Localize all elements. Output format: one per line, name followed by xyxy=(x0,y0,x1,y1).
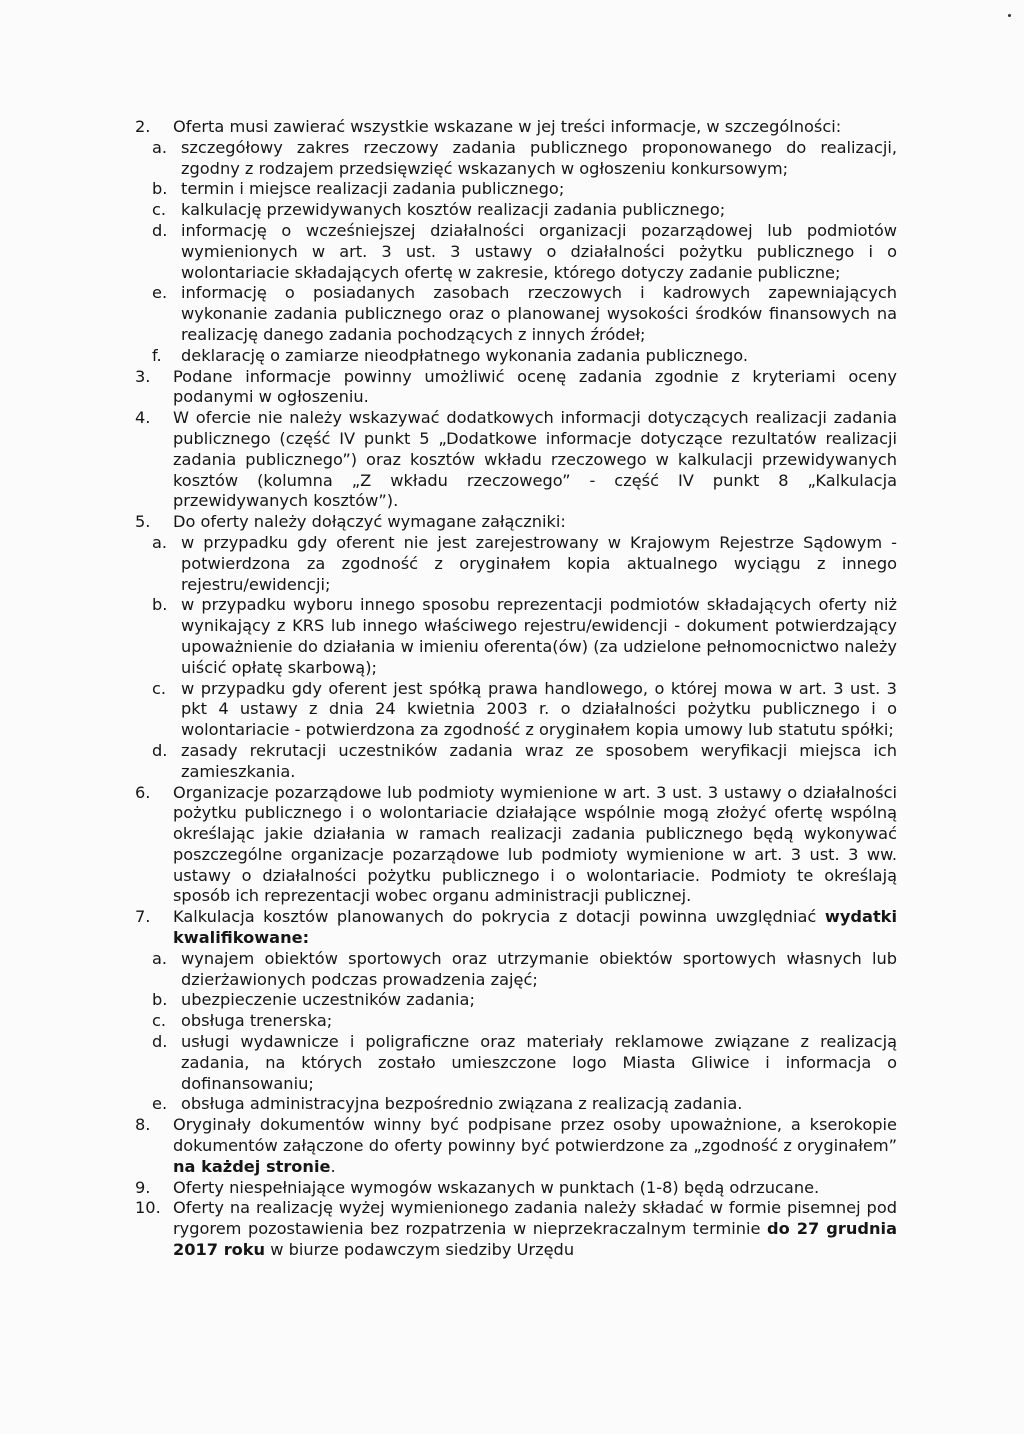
item-text: Do oferty należy dołączyć wymagane załączniki: xyxy=(173,512,566,532)
sub-item-letter: a. xyxy=(152,948,168,968)
sub-item-text: wynajem obiektów sportowych oraz utrzymanie obiektów sportowych własnych lub dzierżawionych podczas prowadzenia zajęć; xyxy=(181,948,897,989)
item-number: 2. xyxy=(135,117,151,136)
sub-item xyxy=(135,346,897,367)
sub-item-text: deklarację o zamiarze nieodpłatnego wykonania zadania publicznego. xyxy=(181,345,749,365)
sub-item-text: informację o posiadanych zasobach rzeczowych i kadrowych zapewniających wykonanie zadania publicznego oraz o planowanej wysokości środków finansowych na realizację danego zadania pochodzących z innych źródeł; xyxy=(181,283,897,344)
list-item xyxy=(135,512,897,533)
sub-item-text: szczegółowy zakres rzeczowy zadania publicznego proponowanego do realizacji, zgodny z rodzajem przedsięwzięć wskazanych w ogłoszeniu konkursowym; xyxy=(181,137,897,178)
item-text-end: w biurze podawczym siedziby Urzędu xyxy=(270,1240,575,1260)
sub-item-text: w przypadku gdy oferent jest spółką prawa handlowego, o której mowa w art. 3 ust. 3 pkt 4 ustawy z dnia 24 kwietnia 2003 r. o działalności pożytku publicznego i o wolontariacie - potwierdzona za zgodność z oryginałem kopia umowy lub statutu spółki; xyxy=(181,678,897,740)
sub-item xyxy=(135,200,897,221)
item-number: 10. xyxy=(135,1198,161,1218)
sub-item-text: ubezpieczenie uczestników zadania; xyxy=(181,990,475,1010)
sub-item-letter: c. xyxy=(152,200,167,220)
list-item xyxy=(135,1198,897,1260)
sub-item-text: obsługa trenerska; xyxy=(181,1011,333,1031)
item-text: Oferty na realizację wyżej wymienionego zadania należy składać w formie pisemnej pod rygorem pozostawienia bez rozpatrzenia w nieprzekraczalnym terminie xyxy=(173,1198,897,1239)
list-item xyxy=(135,1178,897,1199)
sub-item-letter: d. xyxy=(152,220,168,240)
sub-item-letter: a. xyxy=(152,137,168,157)
item-text: Oryginały dokumentów winny być podpisane przez osoby upoważnione, a kserokopie dokumentów załączone do oferty powinny być potwierdzone za „zgodność z oryginałem” xyxy=(173,1115,897,1156)
item-text: Oferty niespełniające wymogów wskazanych w punktach (1-8) będą odrzucane. xyxy=(173,1177,820,1197)
item-text: W ofercie nie należy wskazywać dodatkowych informacji dotyczących realizacji zadania publicznego (część IV punkt 5 „Dodatkowe informacje dotyczące rezultatów realizacji zadania publicznego”) oraz kosztów wkładu rzeczowego w kalkulacji przewidywanych kosztów (kolumna „Z wkładu rzeczowego” - część IV punkt 8 „Kalkulacja przewidywanych kosztów”). xyxy=(173,408,897,511)
item-number: 9. xyxy=(135,1177,151,1197)
sub-item xyxy=(135,679,897,741)
sub-item xyxy=(135,990,897,1011)
sub-item-letter: e. xyxy=(152,283,168,303)
sub-item-letter: d. xyxy=(152,1032,168,1052)
list-item xyxy=(135,117,897,138)
sub-item-text: obsługa administracyjna bezpośrednio związana z realizacją zadania. xyxy=(181,1094,743,1114)
sub-item-letter: b. xyxy=(152,595,168,615)
list-item xyxy=(135,1115,897,1177)
sub-item-letter: c. xyxy=(152,1011,167,1031)
item-text: Oferta musi zawierać wszystkie wskazane w jej treści informacje, w szczególności: xyxy=(173,117,842,136)
sub-item xyxy=(135,221,897,283)
item-text: Kalkulacja kosztów planowanych do pokrycia z dotacji powinna uwzględniać xyxy=(173,907,817,927)
item-number: 8. xyxy=(135,1115,151,1135)
sub-item-letter: d. xyxy=(152,740,168,760)
sub-item-letter: e. xyxy=(152,1094,168,1114)
item-number: 6. xyxy=(135,782,151,802)
sub-item xyxy=(135,179,897,200)
sub-item-text: w przypadku gdy oferent nie jest zarejestrowany w Krajowym Rejestrze Sądowym - potwierdzona za zgodność z oryginałem kopia aktualnego wyciągu z innego rejestru/ewidencji; xyxy=(181,532,897,594)
sub-item xyxy=(135,741,897,783)
sub-item xyxy=(135,1011,897,1032)
item-bold-text: wydatki kwalifikowane: xyxy=(173,907,897,948)
sub-item-text: kalkulację przewidywanych kosztów realizacji zadania publicznego; xyxy=(181,200,726,220)
item-text: Organizacje pozarządowe lub podmioty wymienione w art. 3 ust. 3 ustawy o działalności pożytku publicznego i o wolontariacie działające wspólnie mogą złożyć ofertę wspólną określając jakie działania w ramach realizacji zadania publicznego będą wykonywać poszczególne organizacje pozarządowe lub podmioty wymienione w art. 3 ust. 3 ww. ustawy o działalności pożytku publicznego i o wolontariacie. Podmioty te określają sposób ich reprezentacji wobec organu administracji publicznej. xyxy=(173,782,897,906)
sub-item-letter: b. xyxy=(152,990,168,1010)
item-number: 3. xyxy=(135,366,151,386)
sub-item-text: usługi wydawnicze i poligraficzne oraz materiały reklamowe związane z realizacją zadania, na których zostało umieszczone logo Miasta Gliwice i informacja o dofinansowaniu; xyxy=(181,1032,897,1093)
sub-item xyxy=(135,949,897,991)
sub-item-letter: c. xyxy=(152,678,167,698)
sub-item xyxy=(135,138,897,180)
list-item xyxy=(135,783,897,908)
sub-item xyxy=(135,283,897,345)
item-text: Podane informacje powinny umożliwić ocenę zadania zgodnie z kryteriami oceny podanymi w ogłoszeniu. xyxy=(173,366,897,407)
item-number: 5. xyxy=(135,512,151,532)
item-bold-text: do 27 grudnia 2017 roku xyxy=(173,1219,897,1260)
sub-item xyxy=(135,1094,897,1115)
sub-item-text: termin i miejsce realizacji zadania publicznego; xyxy=(181,179,565,199)
sub-item xyxy=(135,1032,897,1094)
item-bold-text: na każdej stronie xyxy=(173,1156,331,1176)
scan-speck xyxy=(1008,14,1011,17)
sub-item-text: informację o wcześniejszej działalności organizacji pozarządowej lub podmiotów wymienionych w art. 3 ust. 3 ustawy o działalności pożytku publicznego i o wolontariacie składających ofertę w zakresie, którego dotyczy zadanie publiczne; xyxy=(181,220,897,282)
list-item xyxy=(135,367,897,409)
sub-item-text: zasady rekrutacji uczestników zadania wraz ze sposobem weryfikacji miejsca ich zamieszkania. xyxy=(181,740,897,781)
sub-item xyxy=(135,595,897,678)
document-body xyxy=(135,117,897,1261)
list-item xyxy=(135,408,897,512)
sub-item-letter: b. xyxy=(152,179,168,199)
item-number: 7. xyxy=(135,907,151,927)
sub-item xyxy=(135,533,897,595)
sub-item-text: w przypadku wyboru innego sposobu reprezentacji podmiotów składających oferty niż wynikający z KRS lub innego właściwego rejestru/ewidencji - dokument potwierdzający upoważnienie do działania w imieniu oferenta(ów) (za udzielone pełnomocnictwo należy uiścić opłatę skarbową); xyxy=(181,595,897,677)
sub-item-letter: f. xyxy=(152,345,162,365)
list-item xyxy=(135,907,897,949)
sub-item-letter: a. xyxy=(152,532,168,552)
item-number: 4. xyxy=(135,408,151,428)
item-text-end: . xyxy=(330,1156,336,1176)
